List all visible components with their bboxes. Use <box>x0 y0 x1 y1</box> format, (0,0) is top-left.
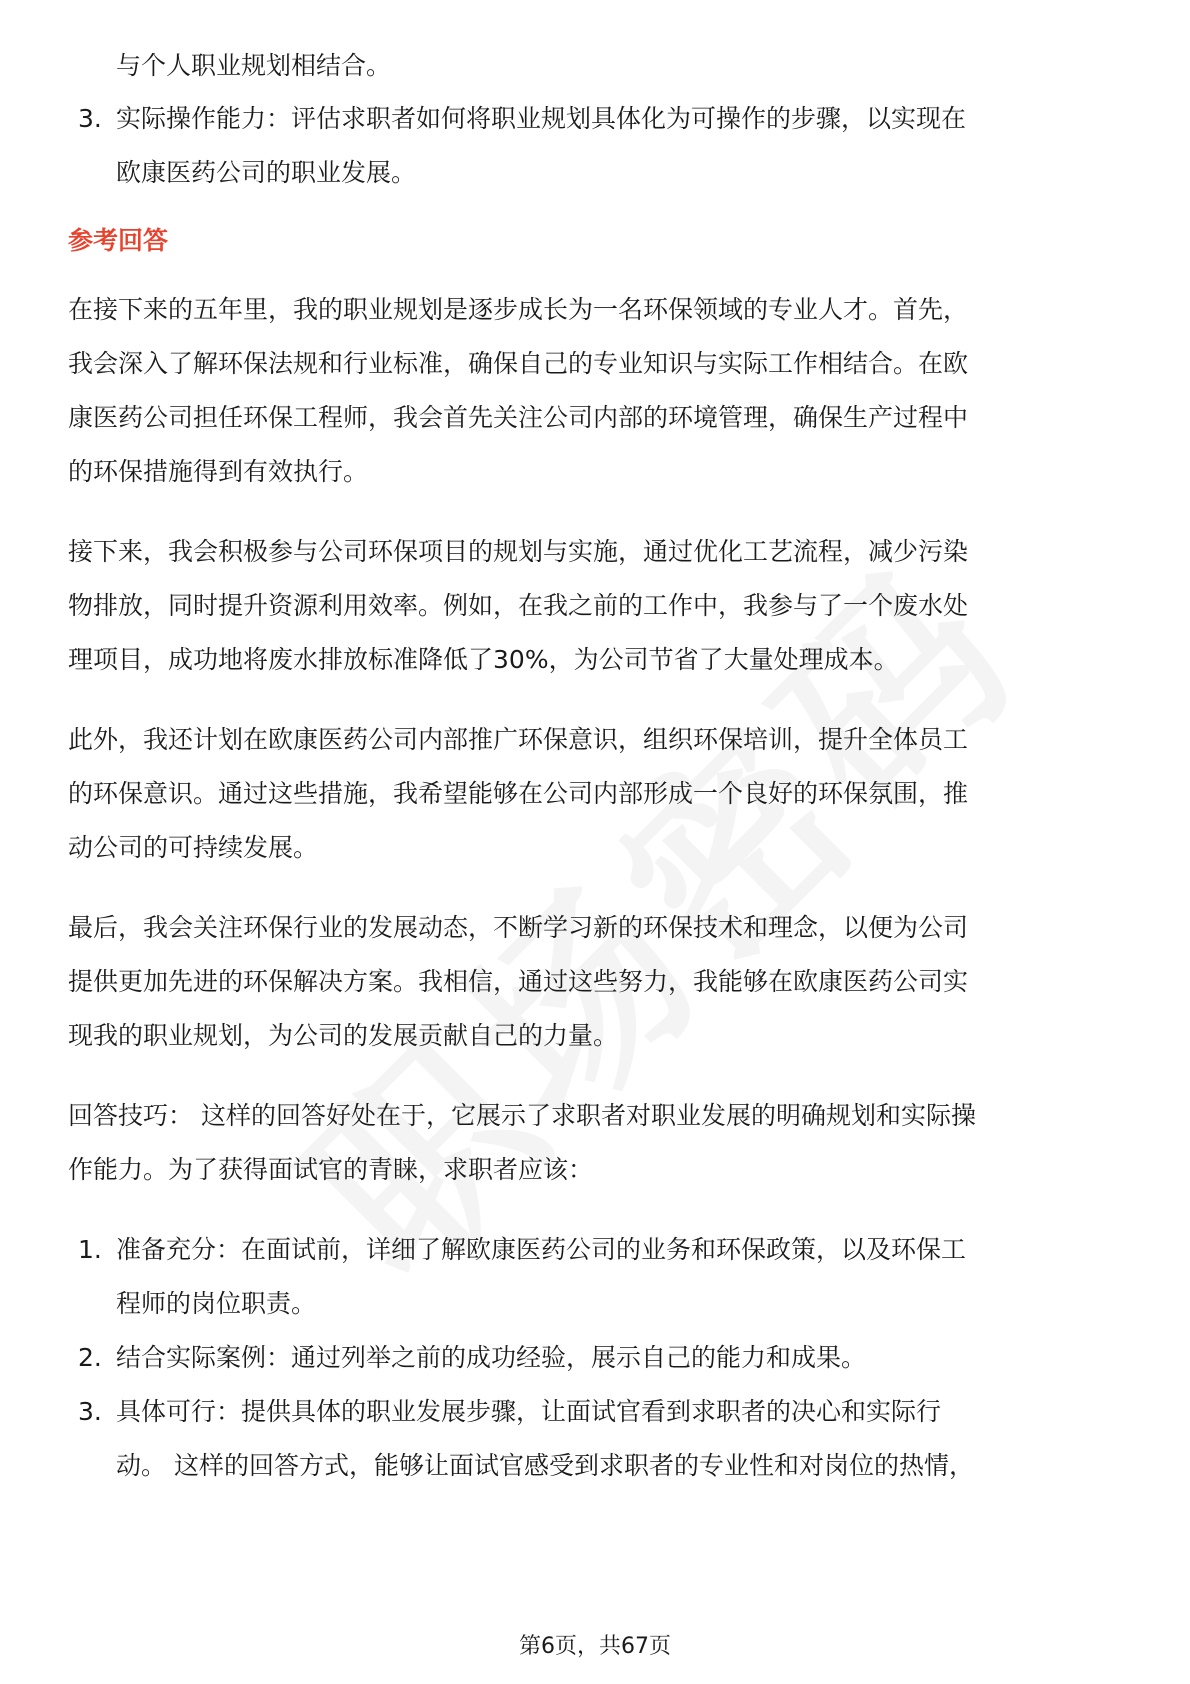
paragraph-line: 理项目，成功地将废水排放标准降低了30%，为公司节省了大量处理成本。 <box>68 645 899 674</box>
paragraph-line: 的环保意识。通过这些措施，我希望能够在公司内部形成一个良好的环保氛围，推 <box>68 779 969 808</box>
paragraph-line: 现我的职业规划，为公司的发展贡献自己的力量。 <box>68 1021 619 1050</box>
list-number: 2. <box>78 1343 102 1372</box>
list-number: 1. <box>78 1235 102 1264</box>
list-item-line: 结合实际案例：通过列举之前的成功经验，展示自己的能力和成果。 <box>116 1343 867 1372</box>
list-item-line: 程师的岗位职责。 <box>116 1289 317 1318</box>
list-number: 3. <box>78 1397 102 1426</box>
paragraph-line: 此外，我还计划在欧康医药公司内部推广环保意识，组织环保培训，提升全体员工 <box>68 725 969 754</box>
paragraph-line: 的环保措施得到有效执行。 <box>68 457 369 486</box>
paragraph-line: 接下来，我会积极参与公司环保项目的规划与实施，通过优化工艺流程，减少污染 <box>68 537 969 566</box>
paragraph-line: 物排放，同时提升资源利用效率。例如，在我之前的工作中，我参与了一个废水处 <box>68 591 969 620</box>
paragraph-line: 作能力。为了获得面试官的青睐，求职者应该： <box>68 1155 594 1184</box>
paragraph-line: 康医药公司担任环保工程师，我会首先关注公司内部的环境管理，确保生产过程中 <box>68 403 969 432</box>
list-item-line: 准备充分：在面试前，详细了解欧康医药公司的业务和环保政策，以及环保工 <box>116 1235 967 1264</box>
list-item-line: 实际操作能力：评估求职者如何将职业规划具体化为可操作的步骤，以实现在 <box>116 104 967 133</box>
paragraph-line: 在接下来的五年里，我的职业规划是逐步成长为一名环保领域的专业人才。首先， <box>68 295 969 324</box>
list-item-line: 动。 这样的回答方式，能够让面试官感受到求职者的专业性和对岗位的热情， <box>116 1451 974 1480</box>
list-item-continuation: 与个人职业规划相结合。 <box>116 51 392 80</box>
paragraph-line: 回答技巧： 这样的回答好处在于，它展示了求职者对职业发展的明确规划和实际操 <box>68 1101 976 1130</box>
section-heading: 参考回答 <box>68 226 169 255</box>
paragraph-line: 最后，我会关注环保行业的发展动态，不断学习新的环保技术和理念，以便为公司 <box>68 913 969 942</box>
paragraph-line: 我会深入了解环保法规和行业标准，确保自己的专业知识与实际工作相结合。在欧 <box>68 349 969 378</box>
paragraph-line: 动公司的可持续发展。 <box>68 833 319 862</box>
list-item-line: 具体可行：提供具体的职业发展步骤，让面试官看到求职者的决心和实际行 <box>116 1397 942 1426</box>
page-number: 第6页，共67页 <box>519 1634 671 1659</box>
list-item-line: 欧康医药公司的职业发展。 <box>116 158 417 187</box>
paragraph-line: 提供更加先进的环保解决方案。我相信，通过这些努力，我能够在欧康医药公司实 <box>68 967 969 996</box>
list-number: 3. <box>78 104 102 133</box>
